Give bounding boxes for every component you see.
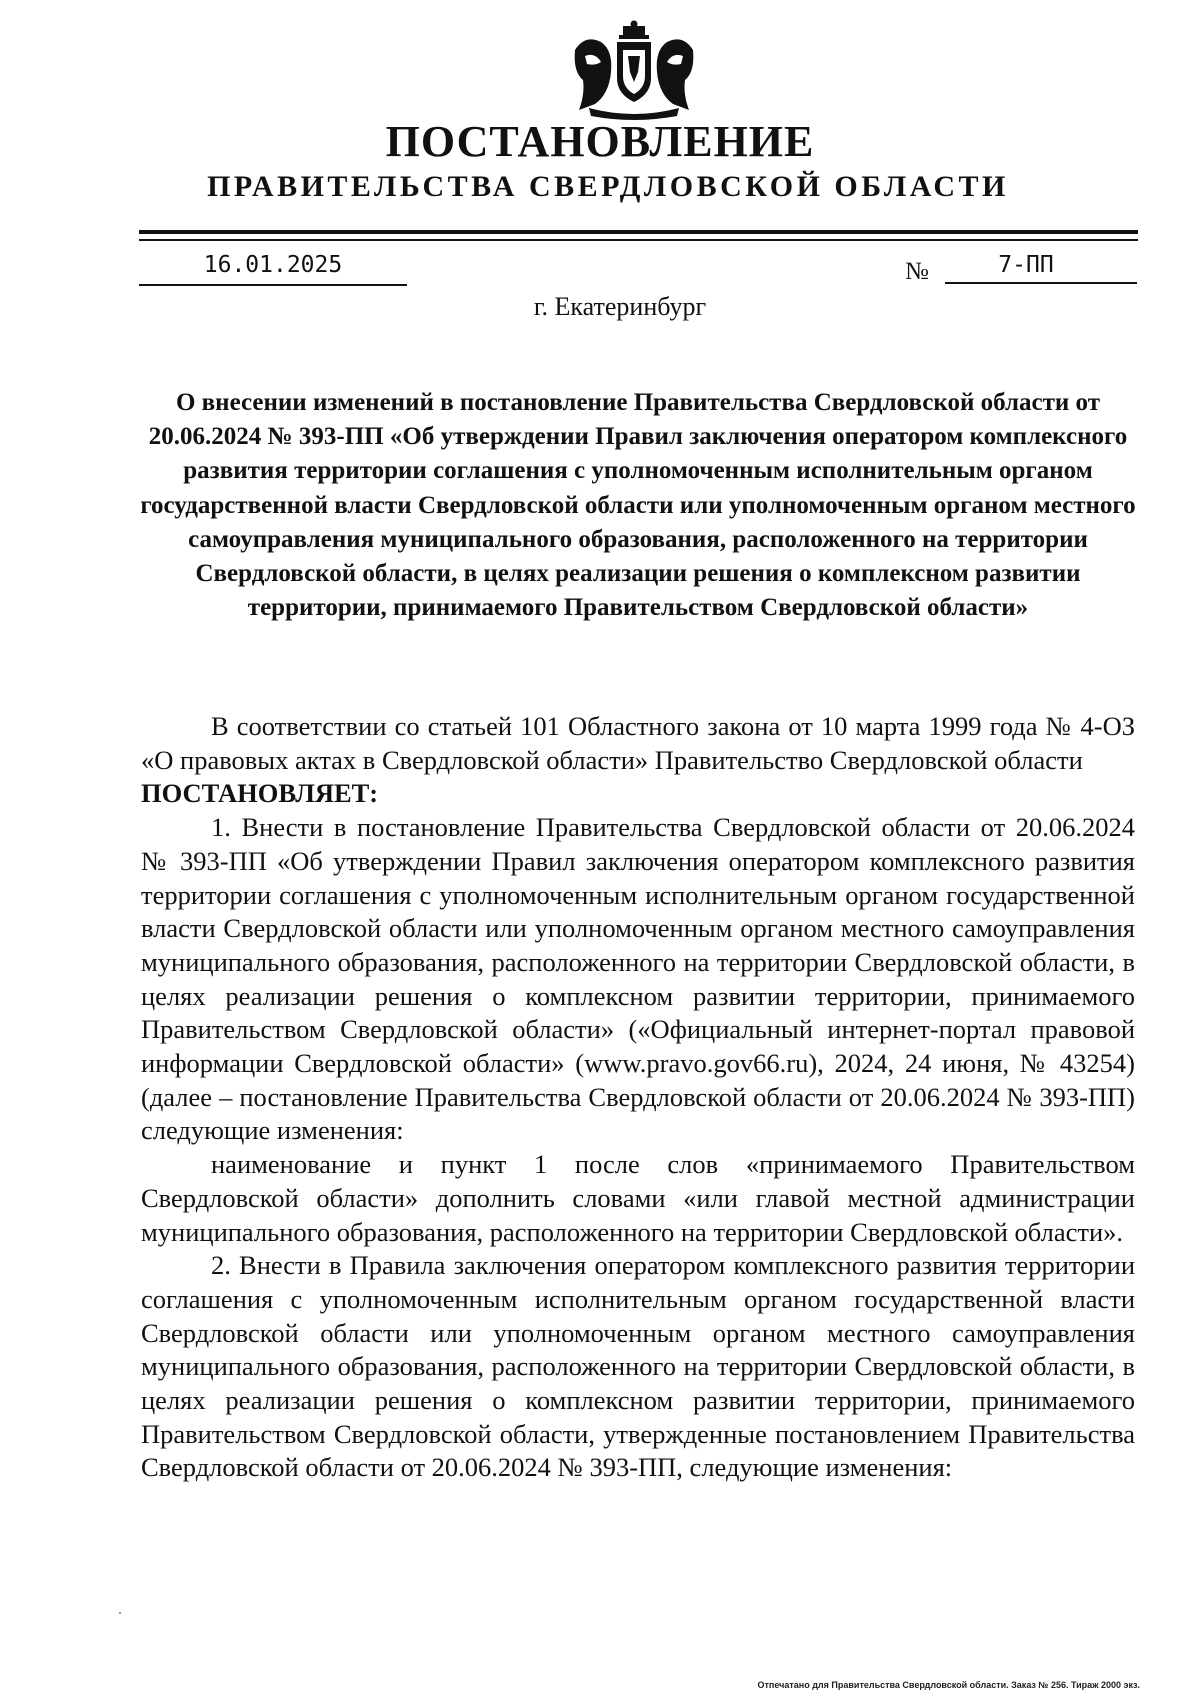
header-rule-thick bbox=[139, 230, 1138, 234]
document-number: 7-ПП bbox=[945, 250, 1137, 284]
issuing-authority: ПРАВИТЕЛЬСТВА СВЕРДЛОВСКОЙ ОБЛАСТИ bbox=[207, 170, 1009, 203]
header-rule-thin bbox=[139, 239, 1138, 241]
coat-of-arms-icon bbox=[565, 20, 703, 120]
document-body bbox=[141, 710, 1135, 1485]
item-1-subparagraph: наименование и пункт 1 после слов «принимаемого Правительством Свердловской области» дополнить словами «или главой местной администрации муниципального образования, расположенного на территории Свердловской области». bbox=[141, 1149, 1135, 1247]
item-2-paragraph: 2. Внести в Правила заключения оператором комплексного развития территории соглашения с уполномоченным исполнительным органом государственной власти Свердловской области или уполномоченным органом местного самоуправления муниципального образования, расположенного на территории Свердловской области, в целях реализации решения о комплексном развитии территории, принимаемого Правительством Свердловской области, утвержденные постановлением Правительства Свердловской области от 20.06.2024 № 393-ПП, следующие изменения: bbox=[141, 1250, 1135, 1483]
document-heading: О внесении изменений в постановление Правительства Свердловской области от 20.06.2024 № 393-ПП «Об утверждении Правил заключения оператором комплексного развития территории соглашения с уполномоченным исполнительным органом государственной власти Свердловской области или уполномоченным органом местного самоуправления муниципального образования, расположенного на территории Свердловской области, в целях реализации решения о комплексном развитии территории, принимаемого Правительством Свердловской области» bbox=[140, 389, 1136, 622]
item-1-paragraph: 1. Внести в постановление Правительства Свердловской области от 20.06.2024 № 393-ПП «Об утверждении Правил заключения оператором комплексного развития территории соглашения с уполномоченным исполнительным органом государственной власти Свердловской области или уполномоченным органом местного самоуправления муниципального образования, расположенного на территории Свердловской области, в целях реализации решения о комплексном развитии территории, принимаемого Правительством Свердловской области» («Официальный интернет-портал правовой информации Свердловской области» (www.pravo.gov66.ru), 2024, 24 июня, № 43254) (далее – постановление Правительства Свердловской области от 20.06.2024 № 393-ПП) следующие изменения: bbox=[141, 812, 1135, 1146]
scan-speck bbox=[119, 1612, 121, 1614]
print-footer: Отпечатано для Правительства Свердловской области. Заказ № 256. Тираж 2000 экз. bbox=[757, 1680, 1140, 1690]
resolve-heading: ПОСТАНОВЛЯЕТ: bbox=[141, 778, 379, 809]
document-date: 16.01.2025 bbox=[139, 250, 407, 286]
preamble-paragraph: В соответствии со статьей 101 Областного закона от 10 марта 1999 года № 4-ОЗ «О правовых актах в Свердловской области» Правительство Свердловской области bbox=[141, 711, 1135, 775]
document-type-title: ПОСТАНОВЛЕНИЕ bbox=[385, 117, 815, 166]
number-sign: № bbox=[905, 258, 929, 285]
document-city: г. Екатеринбург bbox=[533, 292, 707, 321]
